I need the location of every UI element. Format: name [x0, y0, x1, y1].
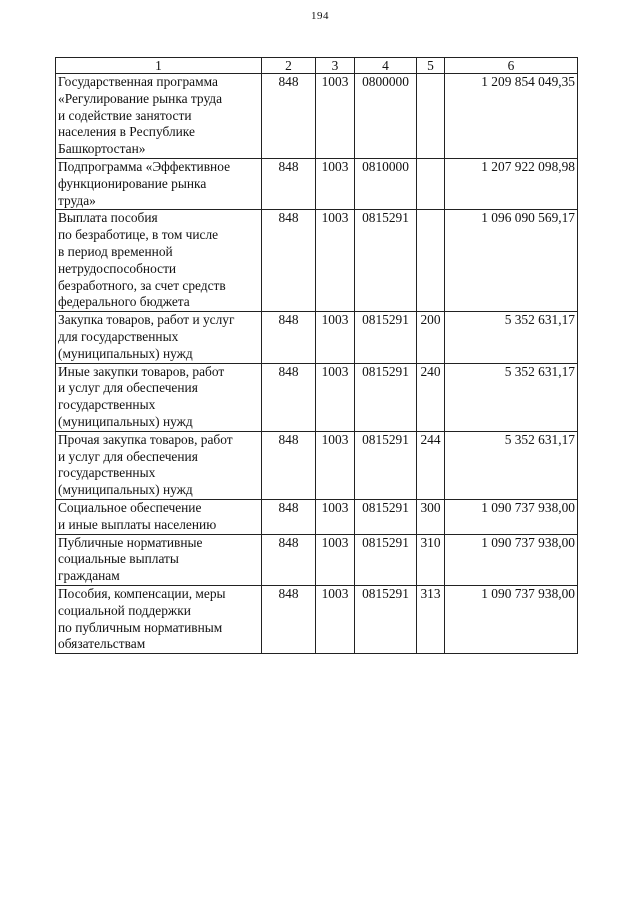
row-name-line: Иные закупки товаров, работ [58, 363, 225, 379]
column-header: 6 [445, 58, 578, 74]
target-article-cell: 0815291 [355, 499, 417, 534]
row-name-line: государственных [58, 397, 156, 413]
admin-code-cell: 848 [262, 585, 316, 653]
row-name-line: в период временной [58, 243, 173, 259]
amount-cell: 1 209 854 049,35 [445, 74, 578, 159]
target-article-cell: 0815291 [355, 431, 417, 499]
row-name-line: для государственных [58, 328, 179, 344]
table-row [56, 585, 578, 653]
table-body [56, 74, 578, 654]
row-name-line: и услуг для обеспечения [58, 448, 198, 464]
section-code-cell: 1003 [316, 534, 355, 585]
target-article-cell: 0815291 [355, 585, 417, 653]
column-header: 2 [262, 58, 316, 74]
row-name-line: безработного, за счет средств [58, 277, 226, 293]
row-name-line: (муниципальных) нужд [58, 345, 193, 361]
row-name-line: государственных [58, 465, 156, 481]
amount-cell: 5 352 631,17 [445, 312, 578, 363]
column-header: 1 [56, 58, 262, 74]
amount-cell: 5 352 631,17 [445, 431, 578, 499]
expense-type-cell: 310 [417, 534, 445, 585]
admin-code-cell: 848 [262, 499, 316, 534]
row-name-line: населения в Республике [58, 124, 195, 140]
row-name-line: Прочая закупка товаров, работ [58, 431, 233, 447]
table-row [56, 312, 578, 363]
row-name-cell [56, 158, 262, 209]
expense-type-cell: 300 [417, 499, 445, 534]
column-header: 4 [355, 58, 417, 74]
row-name-line: по публичным нормативным [58, 619, 223, 635]
table-row [56, 363, 578, 431]
column-header: 5 [417, 58, 445, 74]
table-row [56, 210, 578, 312]
table-row [56, 158, 578, 209]
expense-type-cell: 244 [417, 431, 445, 499]
section-code-cell: 1003 [316, 74, 355, 159]
admin-code-cell: 848 [262, 312, 316, 363]
admin-code-cell: 848 [262, 431, 316, 499]
row-name-line: Подпрограмма «Эффективное [58, 158, 231, 174]
row-name-cell [56, 210, 262, 312]
expense-type-cell: 240 [417, 363, 445, 431]
admin-code-cell: 848 [262, 158, 316, 209]
row-name-line: Публичные нормативные [58, 534, 203, 550]
target-article-cell: 0815291 [355, 363, 417, 431]
table-row [56, 74, 578, 159]
table-row [56, 499, 578, 534]
table-row [56, 534, 578, 585]
row-name-line: федерального бюджета [58, 294, 190, 310]
row-name-line: нетрудоспособности [58, 260, 177, 276]
row-name-line: «Регулирование рынка труда [58, 90, 223, 106]
row-name-cell [56, 585, 262, 653]
row-name-line: Башкортостан» [58, 141, 146, 157]
target-article-cell: 0810000 [355, 158, 417, 209]
row-name-line: функционирование рынка [58, 175, 207, 191]
admin-code-cell: 848 [262, 534, 316, 585]
section-code-cell: 1003 [316, 158, 355, 209]
section-code-cell: 1003 [316, 363, 355, 431]
section-code-cell: 1003 [316, 499, 355, 534]
target-article-cell: 0815291 [355, 210, 417, 312]
row-name-line: Закупка товаров, работ и услуг [58, 312, 235, 328]
section-code-cell: 1003 [316, 585, 355, 653]
row-name-line: Социальное обеспечение [58, 499, 202, 515]
expense-type-cell: 200 [417, 312, 445, 363]
section-code-cell: 1003 [316, 431, 355, 499]
row-name-cell [56, 74, 262, 159]
row-name-cell [56, 431, 262, 499]
admin-code-cell: 848 [262, 74, 316, 159]
row-name-line: (муниципальных) нужд [58, 413, 193, 429]
row-name-cell [56, 363, 262, 431]
row-name-line: социальной поддержки [58, 602, 191, 618]
row-name-line: труда» [58, 192, 96, 208]
amount-cell: 1 090 737 938,00 [445, 585, 578, 653]
amount-cell: 1 096 090 569,17 [445, 210, 578, 312]
row-name-cell [56, 312, 262, 363]
row-name-line: Государственная программа [58, 74, 218, 89]
row-name-line: и содействие занятости [58, 107, 192, 123]
section-code-cell: 1003 [316, 312, 355, 363]
column-header: 3 [316, 58, 355, 74]
row-name-line: Выплата пособия [58, 210, 158, 226]
amount-cell: 5 352 631,17 [445, 363, 578, 431]
row-name-line: и услуг для обеспечения [58, 380, 198, 396]
row-name-line: Пособия, компенсации, меры [58, 585, 226, 601]
amount-cell: 1 090 737 938,00 [445, 499, 578, 534]
expense-type-cell [417, 74, 445, 159]
section-code-cell: 1003 [316, 210, 355, 312]
target-article-cell: 0815291 [355, 534, 417, 585]
amount-cell: 1 090 737 938,00 [445, 534, 578, 585]
target-article-cell: 0800000 [355, 74, 417, 159]
admin-code-cell: 848 [262, 363, 316, 431]
row-name-cell [56, 499, 262, 534]
row-name-line: и иные выплаты населению [58, 516, 217, 532]
table-header-row [56, 58, 578, 74]
target-article-cell: 0815291 [355, 312, 417, 363]
table-row [56, 431, 578, 499]
expense-type-cell: 313 [417, 585, 445, 653]
budget-table [55, 57, 578, 654]
row-name-line: гражданам [58, 568, 120, 584]
page-number: 194 [311, 10, 329, 22]
row-name-line: социальные выплаты [58, 551, 179, 567]
row-name-cell [56, 534, 262, 585]
admin-code-cell: 848 [262, 210, 316, 312]
row-name-line: обязательствам [58, 636, 146, 652]
row-name-line: (муниципальных) нужд [58, 482, 193, 498]
row-name-line: по безработице, в том числе [58, 227, 219, 243]
amount-cell: 1 207 922 098,98 [445, 158, 578, 209]
expense-type-cell [417, 210, 445, 312]
expense-type-cell [417, 158, 445, 209]
